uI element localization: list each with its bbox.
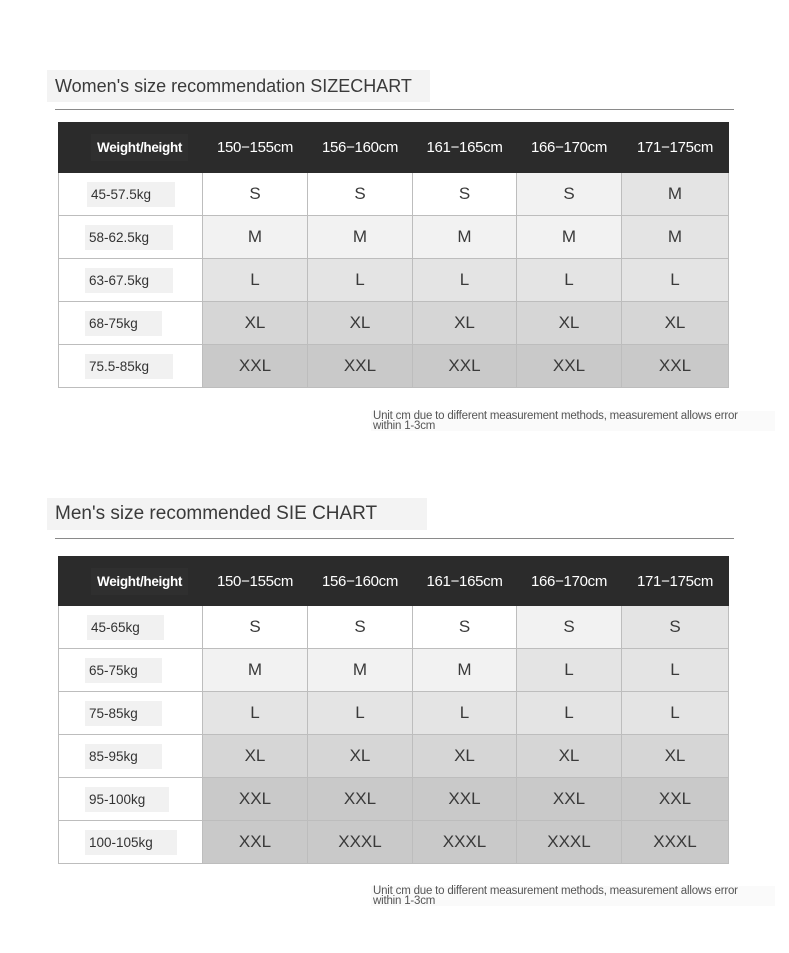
size-cell: XL bbox=[308, 735, 413, 778]
note-line: Unit cm due to different measurement methods, measurement allows error bbox=[373, 410, 738, 422]
men-header-row bbox=[59, 557, 729, 606]
weight-cell bbox=[59, 345, 203, 388]
size-cell: XL bbox=[203, 302, 308, 345]
women-measurement-note bbox=[371, 411, 775, 431]
table-row bbox=[59, 692, 729, 735]
women-corner-label: Weight/height bbox=[91, 134, 188, 161]
size-cell: L bbox=[622, 259, 729, 302]
size-cell: XL bbox=[203, 735, 308, 778]
weight-label: 68-75kg bbox=[85, 311, 162, 336]
weight-label: 100-105kg bbox=[85, 830, 177, 855]
women-title-rule bbox=[55, 109, 734, 110]
size-cell: L bbox=[517, 259, 622, 302]
weight-cell bbox=[59, 735, 203, 778]
size-cell: L bbox=[517, 692, 622, 735]
size-cell: S bbox=[413, 173, 517, 216]
table-row bbox=[59, 302, 729, 345]
note-line: within 1-3cm bbox=[373, 420, 436, 432]
weight-cell bbox=[59, 778, 203, 821]
size-cell: XL bbox=[517, 302, 622, 345]
weight-label: 63-67.5kg bbox=[85, 268, 173, 293]
women-height-header: 150−155cm bbox=[203, 123, 308, 173]
weight-cell bbox=[59, 649, 203, 692]
men-size-table bbox=[58, 556, 729, 864]
size-cell: L bbox=[308, 259, 413, 302]
size-cell: XXL bbox=[203, 821, 308, 864]
size-cell: XXL bbox=[413, 345, 517, 388]
size-cell: XXL bbox=[517, 778, 622, 821]
women-size-table bbox=[58, 122, 729, 388]
women-height-header: 161−165cm bbox=[413, 123, 517, 173]
weight-label: 65-75kg bbox=[85, 658, 162, 683]
size-cell: XXL bbox=[203, 345, 308, 388]
men-corner-label: Weight/height bbox=[91, 568, 188, 595]
women-height-header: 166−170cm bbox=[517, 123, 622, 173]
size-cell: L bbox=[308, 692, 413, 735]
size-cell: L bbox=[413, 259, 517, 302]
weight-cell bbox=[59, 606, 203, 649]
size-cell: M bbox=[308, 649, 413, 692]
note-line: Unit cm due to different measurement methods, measurement allows error bbox=[373, 885, 738, 897]
women-header-row bbox=[59, 123, 729, 173]
size-cell: S bbox=[308, 606, 413, 649]
men-title-rule bbox=[55, 538, 734, 539]
size-cell: S bbox=[203, 606, 308, 649]
size-cell: M bbox=[517, 216, 622, 259]
table-row bbox=[59, 649, 729, 692]
size-cell: M bbox=[413, 216, 517, 259]
weight-cell bbox=[59, 692, 203, 735]
size-cell: XL bbox=[622, 302, 729, 345]
weight-label: 95-100kg bbox=[85, 787, 169, 812]
size-cell: XXL bbox=[517, 345, 622, 388]
men-corner-cell bbox=[59, 557, 203, 606]
table-row bbox=[59, 216, 729, 259]
size-cell: XXL bbox=[308, 778, 413, 821]
table-row bbox=[59, 735, 729, 778]
size-cell: XXXL bbox=[517, 821, 622, 864]
weight-cell bbox=[59, 302, 203, 345]
women-height-header: 156−160cm bbox=[308, 123, 413, 173]
weight-label: 45-57.5kg bbox=[87, 182, 175, 207]
size-cell: XL bbox=[413, 735, 517, 778]
women-section-title bbox=[47, 70, 430, 102]
weight-cell bbox=[59, 821, 203, 864]
size-cell: M bbox=[203, 216, 308, 259]
size-cell: M bbox=[308, 216, 413, 259]
women-title-text: Women's size recommendation SIZECHART bbox=[55, 75, 412, 96]
table-row bbox=[59, 606, 729, 649]
size-cell: S bbox=[308, 173, 413, 216]
size-cell: XXL bbox=[413, 778, 517, 821]
size-cell: XL bbox=[413, 302, 517, 345]
size-cell: M bbox=[622, 173, 729, 216]
size-cell: L bbox=[203, 259, 308, 302]
size-cell: S bbox=[413, 606, 517, 649]
size-cell: L bbox=[622, 649, 729, 692]
men-height-header: 161−165cm bbox=[413, 557, 517, 606]
note-line: within 1-3cm bbox=[373, 895, 436, 907]
men-height-header: 150−155cm bbox=[203, 557, 308, 606]
weight-cell bbox=[59, 216, 203, 259]
size-cell: L bbox=[517, 649, 622, 692]
size-cell: XXL bbox=[622, 778, 729, 821]
men-height-header: 156−160cm bbox=[308, 557, 413, 606]
table-row bbox=[59, 821, 729, 864]
women-height-header: 171−175cm bbox=[622, 123, 729, 173]
size-cell: XL bbox=[308, 302, 413, 345]
size-cell: XL bbox=[517, 735, 622, 778]
table-row bbox=[59, 778, 729, 821]
size-cell: S bbox=[517, 173, 622, 216]
weight-label: 85-95kg bbox=[85, 744, 162, 769]
men-measurement-note bbox=[371, 886, 775, 906]
size-cell: XXXL bbox=[308, 821, 413, 864]
table-row bbox=[59, 259, 729, 302]
table-row bbox=[59, 173, 729, 216]
size-cell: XXL bbox=[308, 345, 413, 388]
men-height-header: 166−170cm bbox=[517, 557, 622, 606]
men-section-title bbox=[47, 498, 427, 530]
weight-cell bbox=[59, 259, 203, 302]
size-cell: XL bbox=[622, 735, 729, 778]
size-cell: L bbox=[203, 692, 308, 735]
weight-label: 45-65kg bbox=[87, 615, 164, 640]
men-height-header: 171−175cm bbox=[622, 557, 729, 606]
weight-label: 75-85kg bbox=[85, 701, 162, 726]
size-cell: S bbox=[622, 606, 729, 649]
size-cell: M bbox=[413, 649, 517, 692]
size-cell: M bbox=[203, 649, 308, 692]
size-cell: L bbox=[413, 692, 517, 735]
size-cell: L bbox=[622, 692, 729, 735]
size-cell: M bbox=[622, 216, 729, 259]
weight-cell bbox=[59, 173, 203, 216]
table-row bbox=[59, 345, 729, 388]
size-cell: XXL bbox=[622, 345, 729, 388]
size-cell: XXL bbox=[203, 778, 308, 821]
women-corner-cell bbox=[59, 123, 203, 173]
size-cell: XXXL bbox=[413, 821, 517, 864]
size-cell: XXXL bbox=[622, 821, 729, 864]
size-cell: S bbox=[203, 173, 308, 216]
weight-label: 58-62.5kg bbox=[85, 225, 173, 250]
men-title-text: Men's size recommended SIE CHART bbox=[55, 503, 378, 524]
weight-label: 75.5-85kg bbox=[85, 354, 173, 379]
size-cell: S bbox=[517, 606, 622, 649]
